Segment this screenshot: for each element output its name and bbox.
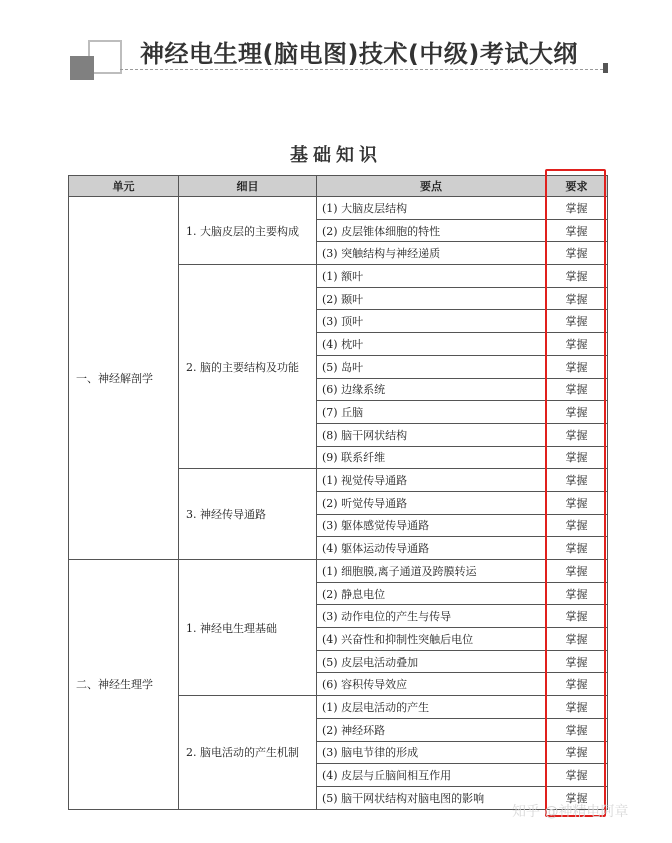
point-cell: (1) 额叶 xyxy=(317,265,546,288)
point-cell: (6) 边缘系统 xyxy=(317,378,546,401)
point-cell: (4) 皮层与丘脑间相互作用 xyxy=(317,764,546,787)
requirement-cell: 掌握 xyxy=(546,650,608,673)
requirement-cell: 掌握 xyxy=(546,537,608,560)
table-row xyxy=(69,197,608,220)
requirement-cell: 掌握 xyxy=(546,469,608,492)
point-cell: (5) 皮层电活动叠加 xyxy=(317,650,546,673)
point-cell: (1) 细胞膜,离子通道及跨膜转运 xyxy=(317,560,546,583)
column-header-detail: 细目 xyxy=(179,176,317,197)
detail-cell: 1. 神经电生理基础 xyxy=(179,560,317,696)
point-cell: (1) 大脑皮层结构 xyxy=(317,197,546,220)
point-cell: (4) 躯体运动传导通路 xyxy=(317,537,546,560)
point-cell: (9) 联系纤维 xyxy=(317,446,546,469)
requirement-cell: 掌握 xyxy=(546,673,608,696)
syllabus-table xyxy=(68,175,608,810)
point-cell: (2) 皮层锥体细胞的特性 xyxy=(317,219,546,242)
header-divider xyxy=(120,69,608,70)
requirement-cell: 掌握 xyxy=(546,514,608,537)
section-title: 基础知识 xyxy=(290,145,382,166)
detail-cell: 1. 大脑皮层的主要构成 xyxy=(179,197,317,265)
requirement-cell: 掌握 xyxy=(546,219,608,242)
logo-square-filled xyxy=(70,56,94,80)
requirement-cell: 掌握 xyxy=(546,242,608,265)
point-cell: (5) 脑干网状结构对脑电图的影响 xyxy=(317,786,546,809)
detail-cell: 2. 脑的主要结构及功能 xyxy=(179,265,317,469)
table-body xyxy=(69,197,608,810)
point-cell: (3) 脑电节律的形成 xyxy=(317,741,546,764)
requirement-cell: 掌握 xyxy=(546,333,608,356)
point-cell: (8) 脑干网状结构 xyxy=(317,423,546,446)
table-header-row xyxy=(69,176,608,197)
column-header-requirement: 要求 xyxy=(546,176,608,197)
requirement-cell: 掌握 xyxy=(546,197,608,220)
requirement-cell: 掌握 xyxy=(546,741,608,764)
requirement-cell: 掌握 xyxy=(546,764,608,787)
requirement-cell: 掌握 xyxy=(546,423,608,446)
column-header-unit: 单元 xyxy=(69,176,179,197)
requirement-cell: 掌握 xyxy=(546,605,608,628)
requirement-cell: 掌握 xyxy=(546,718,608,741)
point-cell: (2) 听觉传导通路 xyxy=(317,491,546,514)
point-cell: (5) 岛叶 xyxy=(317,355,546,378)
point-cell: (3) 动作电位的产生与传导 xyxy=(317,605,546,628)
table-row xyxy=(69,560,608,583)
requirement-cell: 掌握 xyxy=(546,287,608,310)
requirement-cell: 掌握 xyxy=(546,401,608,424)
header-divider-end xyxy=(603,63,608,73)
point-cell: (3) 突触结构与神经递质 xyxy=(317,242,546,265)
requirement-cell: 掌握 xyxy=(546,446,608,469)
point-cell: (6) 容积传导效应 xyxy=(317,673,546,696)
requirement-cell: 掌握 xyxy=(546,786,608,809)
requirement-cell: 掌握 xyxy=(546,310,608,333)
point-cell: (7) 丘脑 xyxy=(317,401,546,424)
requirement-cell: 掌握 xyxy=(546,378,608,401)
unit-cell: 一、神经解剖学 xyxy=(69,197,179,560)
requirement-cell: 掌握 xyxy=(546,560,608,583)
point-cell: (1) 皮层电活动的产生 xyxy=(317,696,546,719)
requirement-cell: 掌握 xyxy=(546,491,608,514)
requirement-cell: 掌握 xyxy=(546,696,608,719)
watermark: 知乎 @神精电阿章 xyxy=(512,804,629,820)
requirement-cell: 掌握 xyxy=(546,265,608,288)
detail-cell: 3. 神经传导通路 xyxy=(179,469,317,560)
point-cell: (3) 躯体感觉传导通路 xyxy=(317,514,546,537)
point-cell: (4) 枕叶 xyxy=(317,333,546,356)
requirement-cell: 掌握 xyxy=(546,355,608,378)
point-cell: (2) 神经环路 xyxy=(317,718,546,741)
point-cell: (4) 兴奋性和抑制性突触后电位 xyxy=(317,628,546,651)
requirement-cell: 掌握 xyxy=(546,628,608,651)
point-cell: (2) 静息电位 xyxy=(317,582,546,605)
page-title: 神经电生理(脑电图)技术(中级)考试大纲 xyxy=(140,40,578,68)
point-cell: (2) 颞叶 xyxy=(317,287,546,310)
requirement-cell: 掌握 xyxy=(546,582,608,605)
point-cell: (1) 视觉传导通路 xyxy=(317,469,546,492)
unit-cell: 二、神经生理学 xyxy=(69,560,179,810)
point-cell: (3) 顶叶 xyxy=(317,310,546,333)
detail-cell: 2. 脑电活动的产生机制 xyxy=(179,696,317,809)
column-header-point: 要点 xyxy=(317,176,546,197)
